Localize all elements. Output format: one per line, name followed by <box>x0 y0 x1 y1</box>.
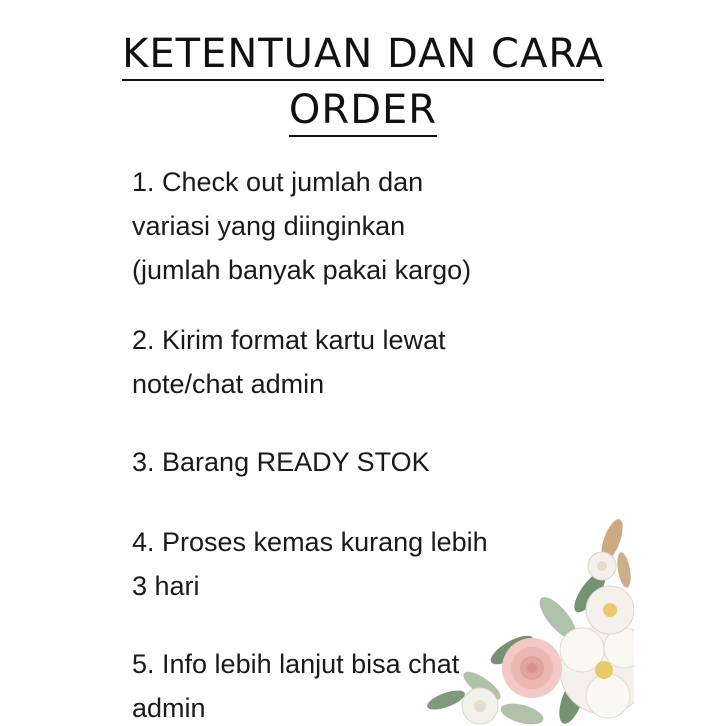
step-1-line-1: 1. Check out jumlah dan <box>132 167 424 197</box>
title-text-1: KETENTUAN DAN CARA <box>122 31 604 81</box>
flower-bud <box>588 552 616 580</box>
step-5-line-2: admin <box>132 693 206 723</box>
order-step-2 <box>132 318 446 406</box>
step-1-line-3: (jumlah banyak pakai kargo) <box>132 255 472 285</box>
title-line-1 <box>92 31 634 77</box>
order-step-1 <box>132 160 471 292</box>
step-2-line-2: note/chat admin <box>132 369 325 399</box>
step-4-line-1: 4. Proses kemas kurang lebih <box>132 527 488 557</box>
step-4-line-2: 3 hari <box>132 571 200 601</box>
order-step-5 <box>132 642 459 726</box>
order-step-3 <box>132 440 430 484</box>
pink-rose <box>502 638 562 698</box>
step-1-line-2: variasi yang diinginkan <box>132 211 406 241</box>
step-3-line-1: 3. Barang READY STOK <box>132 447 430 477</box>
order-info-card <box>92 0 634 726</box>
title-text-2: ORDER <box>289 87 437 137</box>
step-5-line-1: 5. Info lebih lanjut bisa chat <box>132 649 460 679</box>
title-line-2 <box>92 87 634 133</box>
white-flower-medium <box>586 586 634 634</box>
white-flower-small <box>462 688 498 724</box>
step-2-line-1: 2. Kirim format kartu lewat <box>132 325 446 355</box>
